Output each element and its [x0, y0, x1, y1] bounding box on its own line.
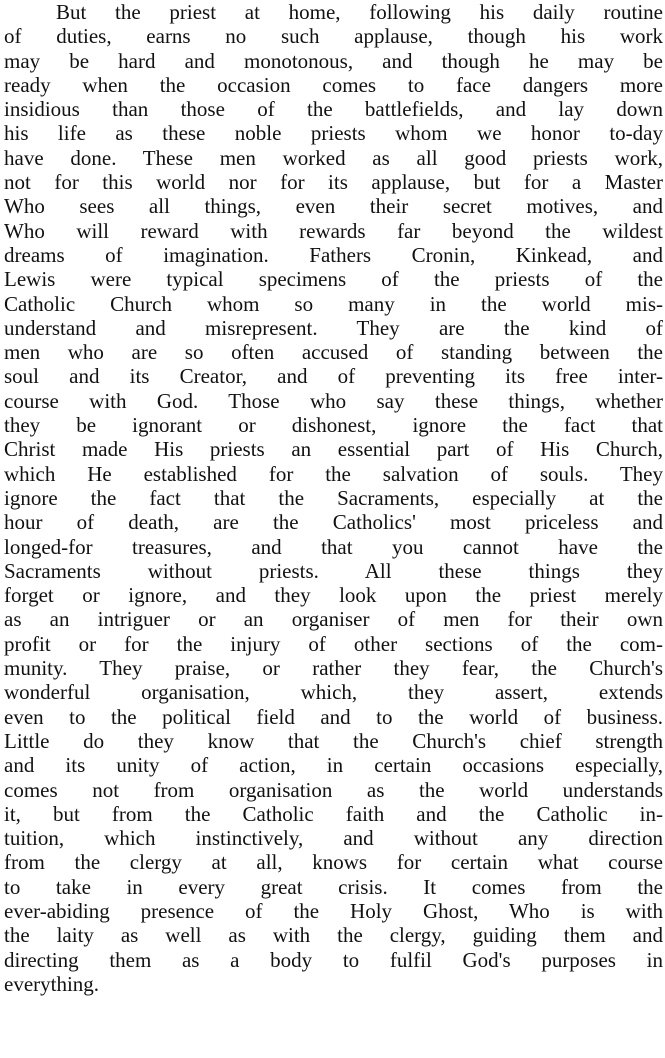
- text-line: understand and misrepresent. They are the kind of: [4, 315, 663, 340]
- text-line: dreams of imagination. Fathers Cronin, Kinkead, and: [4, 242, 663, 267]
- text-line: Christ made His priests an essential part of His Church,: [4, 437, 663, 462]
- text-line: Who will reward with rewards far beyond the wildest: [4, 218, 663, 243]
- text-line: insidious than those of the battlefields, and lay down: [4, 97, 663, 122]
- text-line: soul and its Creator, and of preventing its free inter-: [4, 364, 663, 389]
- text-line: even to the political field and to the world of business.: [4, 704, 663, 729]
- text-line: to take in every great crisis. It comes from the: [4, 874, 663, 899]
- text-line: men who are so often accused of standing between the: [4, 340, 663, 365]
- text-line: Catholic Church whom so many in the world mis-: [4, 291, 663, 316]
- text-line: as an intriguer or an organiser of men for their own: [4, 607, 663, 632]
- text-line: But the priest at home, following his daily routine: [56, 0, 663, 24]
- text-line: Little do they know that the Church's chief strength: [4, 728, 663, 753]
- text-line: forget or ignore, and they look upon the priest merely: [4, 583, 663, 608]
- text-line: not for this world nor for its applause, but for a Master: [4, 170, 663, 195]
- text-line: wonderful organisation, which, they assert, extends: [4, 680, 663, 705]
- text-line: have done. These men worked as all good priests work,: [4, 145, 663, 170]
- text-line: everything.: [4, 971, 100, 996]
- text-line: hour of death, are the Catholics' most priceless and: [4, 510, 663, 535]
- text-line: Who sees all things, even their secret motives, and: [4, 194, 663, 219]
- text-line: his life as these noble priests whom we honor to-day: [4, 121, 663, 146]
- text-line: ever-abiding presence of the Holy Ghost, Who is with: [4, 898, 663, 923]
- text-line: and its unity of action, in certain occasions especially,: [4, 753, 663, 778]
- text-line: the laity as well as with the clergy, guiding them and: [4, 923, 663, 948]
- text-line: it, but from the Catholic faith and the Catholic in-: [4, 801, 663, 826]
- text-line: which He established for the salvation of souls. They: [4, 461, 663, 486]
- text-line: Lewis were typical specimens of the priests of the: [4, 267, 663, 292]
- text-line: Sacraments without priests. All these things they: [4, 558, 663, 583]
- text-line: profit or for the injury of other sections of the com-: [4, 631, 663, 656]
- text-line: ignore the fact that the Sacraments, especially at the: [4, 485, 663, 510]
- text-line: they be ignorant or dishonest, ignore the fact that: [4, 413, 663, 438]
- article-paragraph: [4, 0, 663, 996]
- text-line: directing them as a body to fulfil God's purposes in: [4, 947, 663, 972]
- text-line: munity. They praise, or rather they fear, the Church's: [4, 656, 663, 681]
- text-line: from the clergy at all, knows for certain what course: [4, 850, 663, 875]
- text-line: may be hard and monotonous, and though he may be: [4, 48, 663, 73]
- text-line: ready when the occasion comes to face dangers more: [4, 72, 663, 97]
- text-line: tuition, which instinctively, and without any direction: [4, 826, 663, 851]
- text-line: comes not from organisation as the world understands: [4, 777, 663, 802]
- text-line: of duties, earns no such applause, though his work: [4, 24, 663, 49]
- text-line: course with God. Those who say these things, whether: [4, 388, 663, 413]
- text-line: longed-for treasures, and that you cannot have the: [4, 534, 663, 559]
